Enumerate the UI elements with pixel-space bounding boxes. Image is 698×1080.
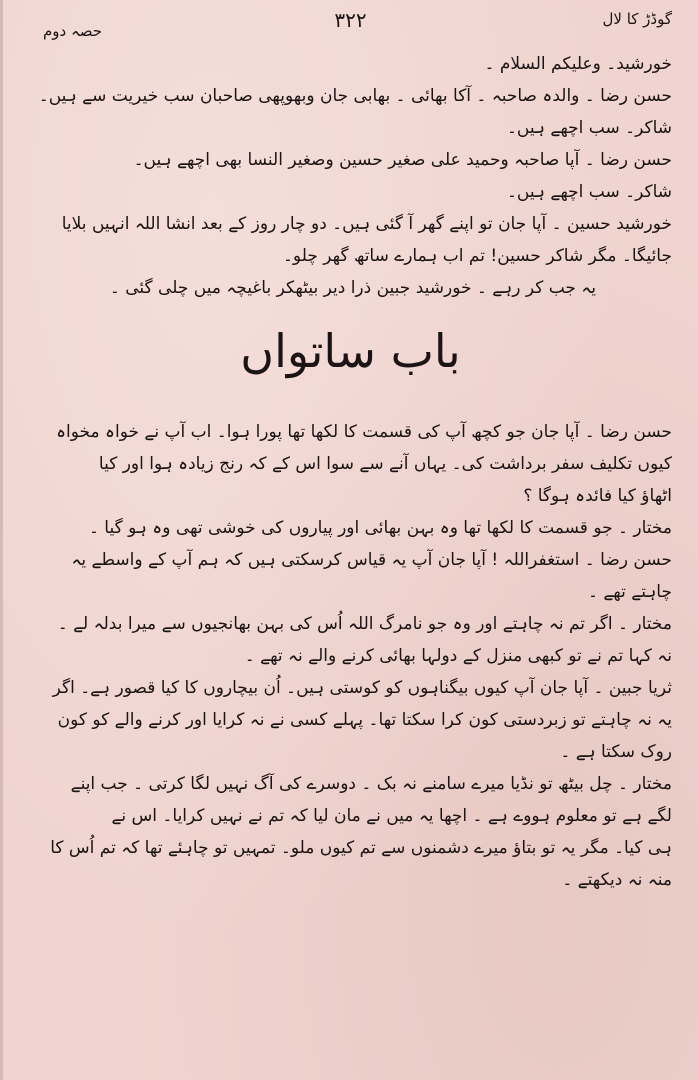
text-line: منہ نہ دیکھتے ۔ (562, 870, 672, 890)
text-line: مختار ۔ اگر تم نہ چاہتے اور وہ جو نامرگ اللہ اُس کی بہن بھانجیوں سے میرا بدلہ لے ۔ (57, 614, 672, 634)
section-b (25, 416, 676, 896)
text-line: لگے ہے تو معلوم ہووے ہے ۔ اچھا یہ میں نے مان لیا کہ تم نے نہیں کرایا۔ اس نے (111, 806, 672, 826)
chapter-title: باب ساتواں (240, 324, 461, 378)
text-line: حسن رضا ۔ آپا صاحبہ وحمید علی صغیر حسین وصغیر النسا بھی اچھے ہیں۔ (133, 150, 672, 170)
text-line: حسن رضا ۔ والدہ صاحبہ ۔ آکا بھائی ۔ بھابی جان وبھوپھی صاحبان سب خیریت سے ہیں۔ (38, 86, 672, 106)
text-line: جائیگا۔ مگر شاکر حسین! تم اب ہمارے ساتھ گھر چلو۔ (282, 246, 672, 266)
section-a (25, 48, 676, 304)
text-line: شاکر۔ سب اچھے ہیں۔ (506, 118, 672, 138)
text-line: اٹھاؤ کیا فائدہ ہوگا ؟ (523, 486, 672, 506)
page-number: ۳۲۲ (334, 8, 367, 32)
text-line: شاکر۔ سب اچھے ہیں۔ (506, 182, 672, 202)
book-title: گوڈڑ کا لال (602, 10, 672, 28)
text-line: خورشید حسین ۔ آپا جان تو اپنے گھر آ گئی ہیں۔ دو چار روز کے بعد انشا اللہ انہیں بلایا (61, 214, 672, 234)
text-line: ثریا جبین ۔ آپا جان آپ کیوں بیگناہوں کو کوستی ہیں۔ اُن بیچاروں کا کیا قصور ہے۔ اگر (52, 678, 672, 698)
text-line: مختار ۔ چل بیٹھ تو نڈیا میرے سامنے نہ بک ۔ دوسرے کی آگ نہیں لگا کرتی ۔ جب اپنے (70, 774, 672, 794)
text-line: نہ کہا تم نے تو کبھی منزل کے دولہا بھائی کرنے والے نہ تھے ۔ (244, 646, 672, 666)
text-line: ہی کیا۔ مگر یہ تو بتاؤ میرے دشمنوں سے تم کیوں ملو۔ تمہیں تو چاہئے تھا کہ تم اُس کا (50, 838, 672, 858)
text-line: یہ نہ چاہتے تو زبردستی کون کرا سکتا تھا۔ پہلے کسی نے نہ کرایا اور کرنے والے کو کون (57, 710, 672, 730)
text-line: حسن رضا ۔ استغفراللہ ! آپا جان آپ یہ قیاس کرسکتی ہیں کہ ہم آپ کے واسطے یہ (71, 550, 672, 570)
part-label: حصہ دوم (43, 22, 103, 40)
text-line: یہ جب کر رہے ۔ خورشید جبین ذرا دیر بیٹھکر باغیچہ میں چلی گئی ۔ (109, 278, 596, 298)
text-line: کیوں تکلیف سفر برداشت کی۔ یہاں آنے سے سوا اس کے کہ رنج زیادہ ہوا اور کیا (98, 454, 672, 474)
text-line: خورشید۔ وعلیکم السلام ۔ (484, 54, 672, 74)
running-header (25, 8, 676, 48)
text-line: روک سکتا ہے ۔ (560, 742, 672, 762)
text-line: حسن رضا ۔ آپا جان جو کچھ آپ کی قسمت کا لکھا تھا پورا ہوا۔ اب آپ نے خواہ مخواہ (56, 422, 672, 442)
text-line: مختار ۔ جو قسمت کا لکھا تھا وہ بہن بھائی اور پیاروں کی خوشی تھی وہ ہو گیا ۔ (88, 518, 672, 538)
text-line: چاہتے تھے ۔ (587, 582, 672, 602)
